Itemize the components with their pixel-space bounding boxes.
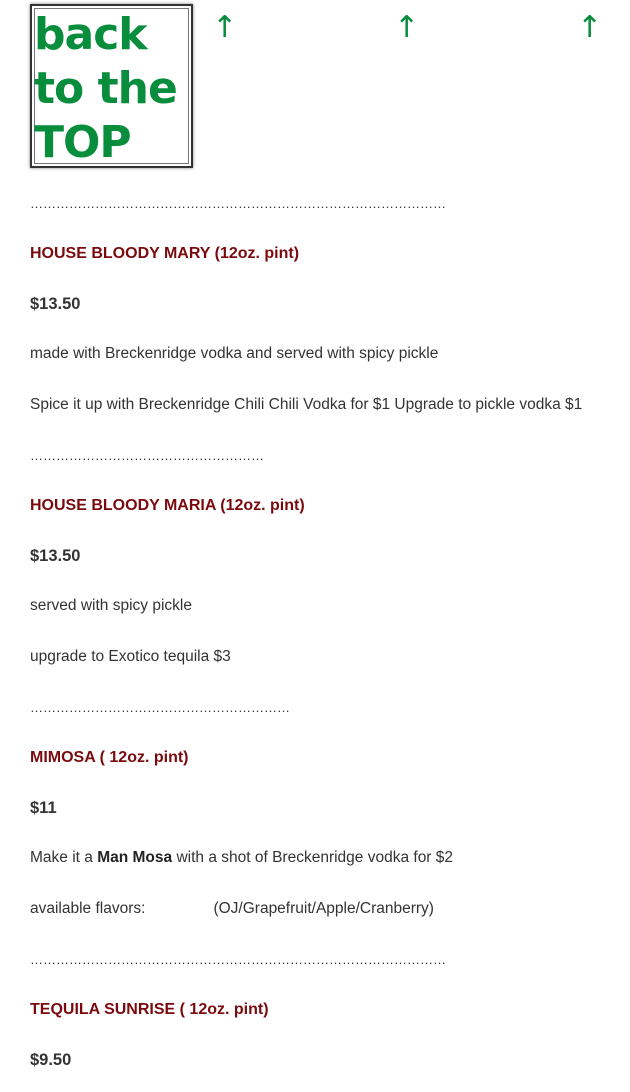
dotted-separator: ………………………………………………: [30, 448, 264, 463]
item-description: upgrade to Exotico tequila $3: [30, 648, 231, 665]
back-to-top-logo-text: [34, 8, 177, 170]
item-price: $9.50: [30, 1051, 72, 1069]
dotted-separator: ……………………………………………………: [30, 700, 290, 715]
man-mosa-emphasis: Man Mosa: [97, 849, 173, 866]
back-to-top-line-2: to the: [34, 63, 177, 114]
item-title: MIMOSA ( 12oz. pint): [30, 749, 189, 766]
item-description: served with spicy pickle: [30, 597, 192, 614]
description-text: Make it a: [30, 849, 98, 866]
item-price: $13.50: [30, 547, 81, 565]
item-description: Spice it up with Breckenridge Chili Chili Vodka for $1 Upgrade to pickle vodka $1: [30, 396, 583, 413]
flavors-line: [30, 899, 434, 919]
back-to-top-line-1: back: [34, 9, 147, 60]
back-to-top-line-3: TOP: [34, 117, 131, 168]
item-title: TEQUILA SUNRISE ( 12oz. pint): [30, 1001, 269, 1018]
up-arrow-icon[interactable]: ↑: [577, 10, 603, 45]
description-text: with a shot of Breckenridge vodka for $2: [172, 849, 454, 866]
item-title: HOUSE BLOODY MARIA (12oz. pint): [30, 497, 305, 514]
flavors-label: available flavors:: [30, 900, 146, 917]
dotted-separator: ……………………………………………………………………………………: [30, 196, 446, 211]
item-price: $11: [30, 799, 57, 817]
item-price: $13.50: [30, 295, 81, 313]
up-arrow-icon[interactable]: ↑: [394, 10, 420, 45]
up-arrow-icon[interactable]: ↑: [212, 10, 238, 45]
flavors-value: (OJ/Grapefruit/Apple/Cranberry): [213, 900, 434, 917]
item-title: HOUSE BLOODY MARY (12oz. pint): [30, 245, 300, 262]
item-description: made with Breckenridge vodka and served with spicy pickle: [30, 345, 439, 362]
dotted-separator: ……………………………………………………………………………………: [30, 952, 446, 967]
back-to-top-button[interactable]: [30, 4, 193, 168]
item-description: [30, 848, 453, 868]
